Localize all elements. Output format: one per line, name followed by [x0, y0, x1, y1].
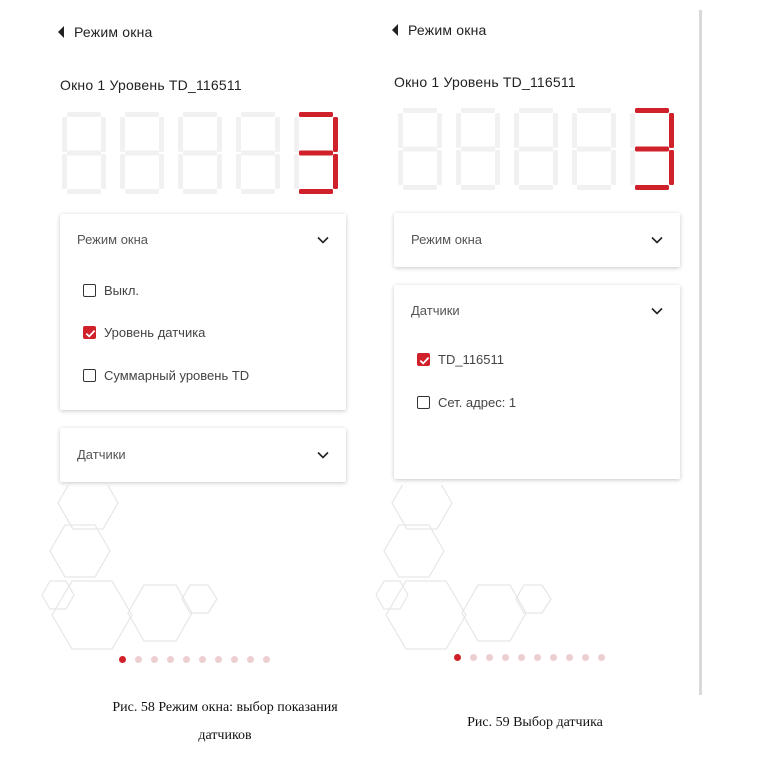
- pager-dot[interactable]: [135, 656, 142, 663]
- pager-dot[interactable]: [215, 656, 222, 663]
- segment-5-b: [669, 113, 674, 148]
- segment-1-c: [437, 150, 442, 185]
- window-mode-card-title: Режим окна: [77, 232, 149, 247]
- segment-4-d: [577, 185, 611, 190]
- back-arrow-icon: [58, 26, 64, 38]
- figure-caption-59: Рис. 59 Выбор датчика: [467, 715, 603, 730]
- segment-1-a: [67, 112, 101, 117]
- segment-4-b: [611, 113, 616, 148]
- segment-5-f: [294, 117, 299, 152]
- sensors-card-title: Датчики: [411, 303, 460, 318]
- pager-dot[interactable]: [183, 656, 190, 663]
- back-button[interactable]: [392, 22, 486, 38]
- segment-2-d: [461, 185, 495, 190]
- segment-1-e: [62, 154, 67, 189]
- segment-1-f: [62, 117, 67, 152]
- checkmark-icon: [84, 327, 97, 340]
- segment-1-b: [437, 113, 442, 148]
- pager-dots: [454, 654, 605, 661]
- option-total-level[interactable]: [83, 368, 249, 383]
- segment-5-g: [299, 151, 333, 156]
- segment-4-c: [275, 154, 280, 189]
- hexagon-background-pattern: [374, 485, 614, 665]
- segment-3-c: [553, 150, 558, 185]
- segment-4-f: [572, 113, 577, 148]
- segment-3-b: [217, 117, 222, 152]
- segment-5-d: [299, 189, 333, 194]
- segment-5-c: [333, 154, 338, 189]
- pager-dot[interactable]: [470, 654, 477, 661]
- segment-4-e: [236, 154, 241, 189]
- option-sensor-td-label: TD_116511: [438, 352, 505, 367]
- pager-dot[interactable]: [566, 654, 573, 661]
- segment-5-b: [333, 117, 338, 152]
- pager-dot[interactable]: [247, 656, 254, 663]
- sensors-card-title: Датчики: [77, 447, 126, 462]
- scrollbar[interactable]: [699, 10, 702, 695]
- pager-dot[interactable]: [263, 656, 270, 663]
- segment-2-b: [495, 113, 500, 148]
- pager-dot[interactable]: [199, 656, 206, 663]
- segment-5-a: [299, 112, 333, 117]
- segment-4-f: [236, 117, 241, 152]
- window-mode-card: [60, 214, 346, 410]
- seven-segment-display: [60, 112, 350, 202]
- window-mode-card: [394, 213, 680, 267]
- option-sensor-td[interactable]: [417, 352, 504, 367]
- seven-segment-display: [396, 108, 686, 198]
- segment-1-b: [101, 117, 106, 152]
- segment-1-a: [403, 108, 437, 113]
- option-sensor-level[interactable]: [83, 325, 205, 340]
- segment-4-d: [241, 189, 275, 194]
- segment-2-e: [456, 150, 461, 185]
- option-net-address-label: Сет. адрес: 1: [438, 395, 517, 410]
- segment-2-b: [159, 117, 164, 152]
- segment-4-g: [577, 147, 611, 152]
- segment-2-d: [125, 189, 159, 194]
- segment-1-c: [101, 154, 106, 189]
- segment-5-e: [294, 154, 299, 189]
- panel-window-mode-reading: [0, 0, 370, 769]
- segment-2-a: [461, 108, 495, 113]
- checkmark-icon: [418, 354, 431, 367]
- chevron-down-icon: [651, 236, 663, 244]
- pager-dot[interactable]: [502, 654, 509, 661]
- segment-4-b: [275, 117, 280, 152]
- segment-1-d: [403, 185, 437, 190]
- segment-2-c: [159, 154, 164, 189]
- pager-dots: [119, 656, 270, 663]
- window-title: Окно 1 Уровень TD_116511: [60, 77, 242, 93]
- chevron-down-icon: [651, 307, 663, 315]
- segment-2-g: [461, 147, 495, 152]
- checkbox-icon[interactable]: [83, 369, 96, 382]
- window-mode-card-header[interactable]: [411, 232, 663, 247]
- segment-3-f: [178, 117, 183, 152]
- segment-3-b: [553, 113, 558, 148]
- segment-4-a: [241, 112, 275, 117]
- panel-sensor-select: [340, 0, 710, 769]
- hexagon-background-pattern: [40, 485, 280, 665]
- segment-1-g: [67, 151, 101, 156]
- segment-5-f: [630, 113, 635, 148]
- checkbox-icon[interactable]: [83, 326, 96, 339]
- sensors-card-header[interactable]: [411, 303, 663, 318]
- back-label: Режим окна: [408, 22, 487, 38]
- segment-3-d: [519, 185, 553, 190]
- figure-caption-58: [80, 700, 370, 744]
- sensors-card: [394, 285, 680, 479]
- segment-4-c: [611, 150, 616, 185]
- segment-2-a: [125, 112, 159, 117]
- pager-dot[interactable]: [151, 656, 158, 663]
- segment-4-e: [572, 150, 577, 185]
- segment-3-g: [519, 147, 553, 152]
- back-arrow-icon: [392, 24, 398, 36]
- segment-1-f: [398, 113, 403, 148]
- segment-5-c: [669, 150, 674, 185]
- segment-1-g: [403, 147, 437, 152]
- pager-dot[interactable]: [598, 654, 605, 661]
- segment-3-g: [183, 151, 217, 156]
- option-off-label: Выкл.: [104, 283, 140, 298]
- caption-line-2: датчиков: [198, 728, 252, 743]
- segment-5-g: [635, 147, 669, 152]
- sensors-card-header[interactable]: [77, 447, 329, 462]
- window-mode-card-header[interactable]: [77, 232, 329, 247]
- checkbox-icon[interactable]: [83, 284, 96, 297]
- segment-3-e: [178, 154, 183, 189]
- chevron-down-icon: [317, 451, 329, 459]
- segment-4-g: [241, 151, 275, 156]
- pager-dot[interactable]: [119, 656, 126, 663]
- option-net-address[interactable]: [417, 395, 516, 410]
- segment-2-e: [120, 154, 125, 189]
- segment-2-c: [495, 150, 500, 185]
- segment-3-a: [183, 112, 217, 117]
- segment-5-d: [635, 185, 669, 190]
- segment-5-a: [635, 108, 669, 113]
- segment-1-d: [67, 189, 101, 194]
- pager-dot[interactable]: [534, 654, 541, 661]
- option-total-level-label: Суммарный уровень TD: [104, 368, 250, 383]
- segment-2-f: [120, 117, 125, 152]
- segment-3-c: [217, 154, 222, 189]
- segment-3-f: [514, 113, 519, 148]
- checkbox-icon[interactable]: [417, 353, 430, 366]
- pager-dot[interactable]: [518, 654, 525, 661]
- pager-dot[interactable]: [486, 654, 493, 661]
- window-mode-card-title: Режим окна: [411, 232, 483, 247]
- sensors-card: [60, 428, 346, 482]
- segment-2-g: [125, 151, 159, 156]
- segment-4-a: [577, 108, 611, 113]
- window-title: Окно 1 Уровень TD_116511: [394, 74, 576, 90]
- segment-2-f: [456, 113, 461, 148]
- pager-dot[interactable]: [167, 656, 174, 663]
- pager-dot[interactable]: [454, 654, 461, 661]
- pager-dot[interactable]: [231, 656, 238, 663]
- segment-1-e: [398, 150, 403, 185]
- segment-3-e: [514, 150, 519, 185]
- segment-3-d: [183, 189, 217, 194]
- option-off[interactable]: [83, 283, 139, 298]
- segment-5-e: [630, 150, 635, 185]
- pager-dot[interactable]: [582, 654, 589, 661]
- checkbox-icon[interactable]: [417, 396, 430, 409]
- caption-line-1: Рис. 58 Режим окна: выбор показания: [112, 700, 338, 715]
- option-sensor-level-label: Уровень датчика: [104, 325, 206, 340]
- back-button[interactable]: [58, 24, 152, 40]
- back-label: Режим окна: [74, 24, 153, 40]
- pager-dot[interactable]: [550, 654, 557, 661]
- chevron-down-icon: [317, 236, 329, 244]
- segment-3-a: [519, 108, 553, 113]
